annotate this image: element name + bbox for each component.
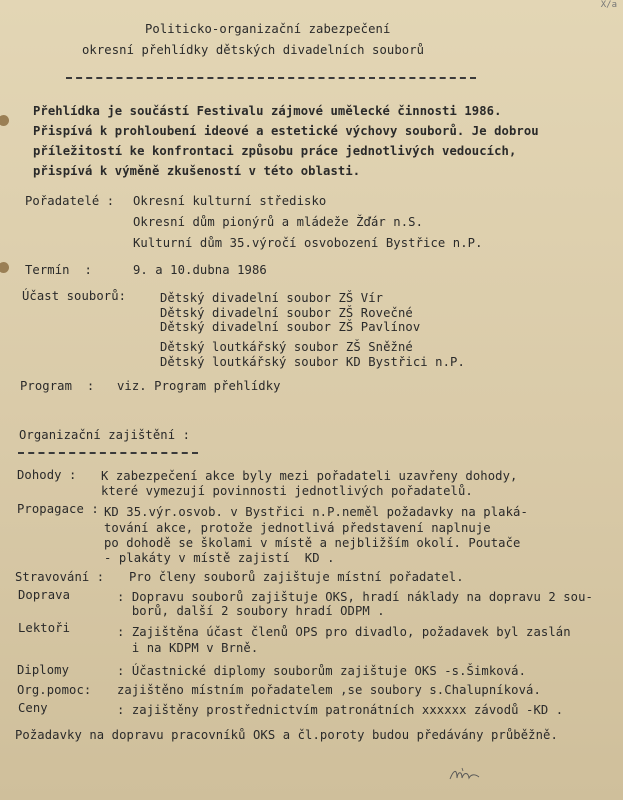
poradatel-item: Okresní kulturní středisko — [133, 194, 327, 208]
section-line: K zabezpečení akce byly mezi pořadateli uzavřeny dohody, — [101, 469, 518, 483]
org-heading: Organizační zajištění : — [19, 428, 191, 442]
program-label: Program : — [20, 379, 95, 393]
section-line: Pro členy souborů zajištuje místní pořadatel. — [129, 570, 464, 584]
intro-line-4: přispívá k výměně zkušeností v této oblasti. — [33, 164, 361, 178]
section-line: : Dopravu souborů zajištuje OKS, hradí náklady na dopravu 2 sou- — [117, 590, 593, 604]
ucast-item: Dětský loutkářský soubor KD Bystřici n.P. — [160, 355, 465, 369]
header-line-1: Politicko-organizační zabezpečení — [145, 22, 391, 36]
ucast-item: Dětský divadelní soubor ZŠ Rovečné — [160, 306, 413, 320]
termin-value: 9. a 10.dubna 1986 — [133, 263, 267, 277]
intro-line-2: Přispívá k prohloubení ideové a estetické výchovy souborů. Je dobrou — [33, 124, 539, 138]
closing-line: Požadavky na dopravu pracovníků OKS a čl.poroty budou předávány průběžně. — [15, 728, 558, 742]
section-label-lektori: Lektoři — [18, 621, 71, 635]
section-line: i na KDPM v Brně. — [117, 641, 259, 655]
section-line: : Zajištěna účast členů OPS pro divadlo, požadavek byl zaslán — [117, 625, 571, 639]
termin-label: Termín : — [25, 263, 92, 277]
section-label-doprava: Doprava — [18, 588, 71, 602]
poradatele-label: Pořadatelé : — [25, 194, 115, 208]
section-line: zajištěno místním pořadatelem ,se soubory s.Chalupníková. — [117, 683, 541, 697]
section-line: tování akce, protože jednotlivá představení naplnuje — [104, 521, 491, 535]
section-line: : Účastnické diplomy souborům zajištuje OKS -s.Šimková. — [117, 664, 527, 678]
header-divider — [66, 77, 476, 79]
handwritten-mark — [448, 765, 482, 783]
punch-hole-bottom — [0, 262, 9, 273]
intro-line-1: Přehlídka je součástí Festivalu zájmové umělecké činnosti 1986. — [33, 104, 502, 118]
poradatel-item: Kulturní dům 35.výročí osvobození Bystřice n.P. — [133, 236, 483, 250]
program-value: viz. Program přehlídky — [117, 379, 281, 393]
section-line: - plakáty v místě zajistí KD . — [104, 551, 335, 565]
section-label-org-pomoc: Org.pomoc: — [17, 683, 92, 697]
section-line: borů, další 2 soubory hradí ODPM . — [117, 604, 385, 618]
corner-mark: X/a — [600, 0, 617, 10]
section-line: po dohodě se školami v místě a nejbližším okolí. Poutače — [104, 536, 521, 550]
punch-hole-top — [0, 115, 9, 126]
section-label-diplomy: Diplomy — [17, 663, 70, 677]
section-label-ceny: Ceny — [18, 701, 48, 715]
section-label-propagace: Propagace : — [17, 502, 99, 516]
ucast-item: Dětský divadelní soubor ZŠ Vír — [160, 291, 384, 305]
ucast-label: Účast souborů: — [22, 289, 127, 303]
section-line: které vymezují povinnosti jednotlivých pořadatelů. — [101, 484, 473, 498]
header-line-2: okresní přehlídky dětských divadelních souborů — [82, 43, 425, 57]
section-line: : zajištěny prostřednictvím patronátních xxxxxx závodů -KD . — [117, 703, 564, 717]
section-label-stravovani: Stravování : — [15, 570, 105, 584]
ucast-item: Dětský divadelní soubor ZŠ Pavlínov — [160, 320, 421, 334]
ucast-item: Dětský loutkářský soubor ZŠ Sněžné — [160, 340, 413, 354]
section-line: KD 35.výr.osvob. v Bystřici n.P.neměl požadavky na plaká- — [104, 505, 528, 519]
intro-line-3: příležitostí ke konfrontaci způsobu práce jednotlivých vedoucích, — [33, 144, 517, 158]
poradatel-item: Okresní dům pionýrů a mládeže Žďár n.S. — [133, 215, 424, 229]
org-divider — [18, 452, 198, 454]
section-label-dohody: Dohody : — [17, 468, 77, 482]
